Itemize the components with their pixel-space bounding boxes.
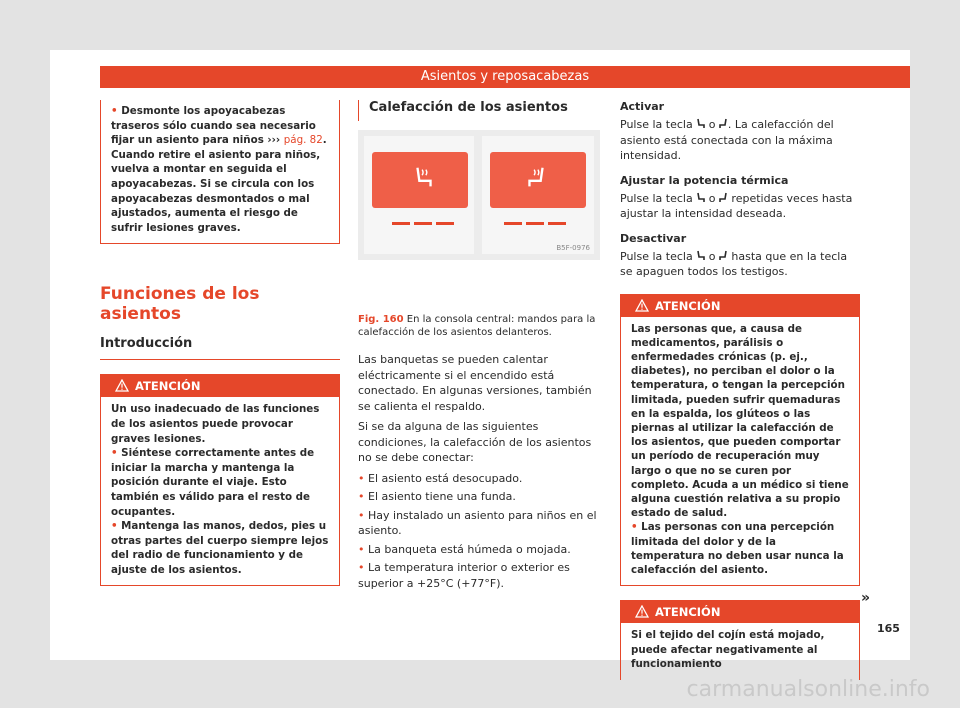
seat-heating-right-icon <box>719 250 728 261</box>
figure-seat-heating-buttons <box>358 130 600 260</box>
ajustar-title: Ajustar la potencia térmica <box>620 173 789 187</box>
heating-level-led <box>548 222 566 225</box>
seat-heating-icon <box>522 164 550 192</box>
bullet-icon: • <box>358 490 368 503</box>
warning-box-wet-cushion <box>620 600 860 680</box>
figure-caption <box>358 314 600 339</box>
condition-bullet: • Hay instalado un asiento para niños en el asiento. <box>358 508 597 537</box>
heating-level-led <box>504 222 522 225</box>
warning-header <box>101 375 339 397</box>
warning-bullet: • Siéntese correctamente antes de iniciar la marcha y mantenga la posición durante el viaje. Esto también es válido para el resto de ocupantes. <box>111 447 315 518</box>
bullet-icon: • <box>111 520 122 533</box>
ajustar-text: Pulse la tecla o repetidas veces hasta ajustar la intensidad deseada. <box>620 191 853 220</box>
warning-bullet: • Mantenga las manos, dedos, pies u otras partes del cuerpo siempre lejos del radio de funcionamiento y de ajuste de los asientos. <box>111 520 329 576</box>
warning-text: Las personas que, a causa de medicamentos, parálisis o enfermedades crónicas (p. ej., diabetes), no perciban el dolor o la temperatura, o tengan la percepción limitada, pueden sufrir quemaduras en la espalda, los glúteos o las piernas al utilizar la calefacción de los asientos, que pueden comportar un período de recuperación muy largo o que no se curen por completo. Acuda a un médico si tiene alguna cuestión relativa a su propio estado de salud. <box>631 322 849 520</box>
bullet-icon: • <box>358 471 368 485</box>
section-title-calefaccion: Calefacción de los asientos <box>358 100 600 121</box>
warning-label: ATENCIÓN <box>655 298 721 313</box>
condition-bullet: • El asiento está desocupado. <box>358 471 523 485</box>
bullet-icon: • <box>111 447 122 460</box>
warning-label: ATENCIÓN <box>135 379 201 394</box>
figure-label: Fig. 160 <box>358 314 404 325</box>
condition-bullet: • La temperatura interior o exterior es superior a +25°C (+77°F). <box>358 561 570 590</box>
bullet-icon: • <box>631 521 642 534</box>
page-reference-link[interactable]: pág. 82 <box>283 134 323 147</box>
seat-heating-right-icon <box>719 118 728 129</box>
calefaccion-body <box>358 352 600 591</box>
left-seat-panel <box>364 136 474 254</box>
seat-heating-left-icon <box>696 250 705 261</box>
bullet-icon: • <box>358 561 368 574</box>
column-middle <box>358 100 600 600</box>
warning-triangle-icon <box>635 605 649 618</box>
bullet-icon: • <box>358 542 368 556</box>
bullet-icon: • <box>111 105 118 117</box>
seat-heating-icon <box>410 164 438 192</box>
right-seat-panel <box>482 136 594 254</box>
heating-level-led <box>414 222 432 225</box>
warning-bullet: • Las personas con una percepción limitada del dolor y de la temperatura no deben usar nunca la calefacción del asiento. <box>631 521 844 576</box>
continue-marker: » <box>861 590 871 606</box>
seat-heating-left-icon <box>696 118 705 129</box>
left-seat-heating-button <box>372 152 468 208</box>
condition-bullet: • La banqueta está húmeda o mojada. <box>358 542 571 556</box>
paragraph: Las banquetas se pueden calentar eléctricamente si el encendido está conectado. En algunas versiones, también se calienta el respaldo. <box>358 353 592 413</box>
warning-box-introduccion <box>100 374 340 586</box>
warning-header <box>621 601 859 623</box>
seat-heating-left-icon <box>696 192 705 203</box>
desactivar-title: Desactivar <box>620 231 687 245</box>
warning-intro: Un uso inadecuado de las funciones de los asientos puede provocar graves lesiones. <box>111 403 320 445</box>
figure-code: B5F-0976 <box>556 244 590 252</box>
figure-caption-text: En la consola central: mandos para la calefacción de los asientos delanteros. <box>358 314 596 338</box>
right-seat-heating-button <box>490 152 586 208</box>
warning-triangle-icon <box>635 299 649 312</box>
heating-level-led <box>392 222 410 225</box>
warning-box-medical <box>620 294 860 587</box>
subsection-title-introduccion: Introducción <box>100 336 340 360</box>
top-warning-tail: . Cuando retire el asiento para niños, vuelva a montar en seguida el apoyacabezas. Si se circula con los apoyacabezas desmontados o mal ajustados, aumenta el riesgo de sufrir lesiones graves. <box>111 134 327 234</box>
top-warning-text: Desmonte los apoyacabezas traseros sólo cuando sea necesario fijar un asiento para niños ››› <box>111 105 316 147</box>
bullet-icon: • <box>358 508 368 522</box>
paragraph: Si se da alguna de las siguientes condiciones, la calefacción de los asientos no se debe conectar: <box>358 420 592 464</box>
warning-header <box>621 295 859 317</box>
watermark: carmanualsonline.info <box>686 677 930 702</box>
condition-bullet: • El asiento tiene una funda. <box>358 490 516 503</box>
warning-triangle-icon <box>115 379 129 392</box>
column-left <box>100 100 340 586</box>
warning-label: ATENCIÓN <box>655 605 721 620</box>
seat-heating-right-icon <box>719 192 728 203</box>
page-header: Asientos y reposacabezas <box>100 66 910 88</box>
desactivar-text: Pulse la tecla o hasta que en la tecla se apaguen todos los testigos. <box>620 249 848 278</box>
page-number: 165 <box>877 622 900 635</box>
activar-text: Pulse la tecla o . La calefacción del asiento está conectada con la máxima intensidad. <box>620 118 834 162</box>
warning-text: Si el tejido del cojín está mojado, puede afectar negativamente al funcionamiento <box>631 629 825 671</box>
section-title-funciones: Funciones de los asientos <box>100 284 260 325</box>
column-right <box>620 100 860 680</box>
activar-title: Activar <box>620 100 665 113</box>
heating-level-led <box>526 222 544 225</box>
manual-page <box>50 50 910 671</box>
top-warning-box <box>100 100 340 244</box>
heating-level-led <box>436 222 454 225</box>
